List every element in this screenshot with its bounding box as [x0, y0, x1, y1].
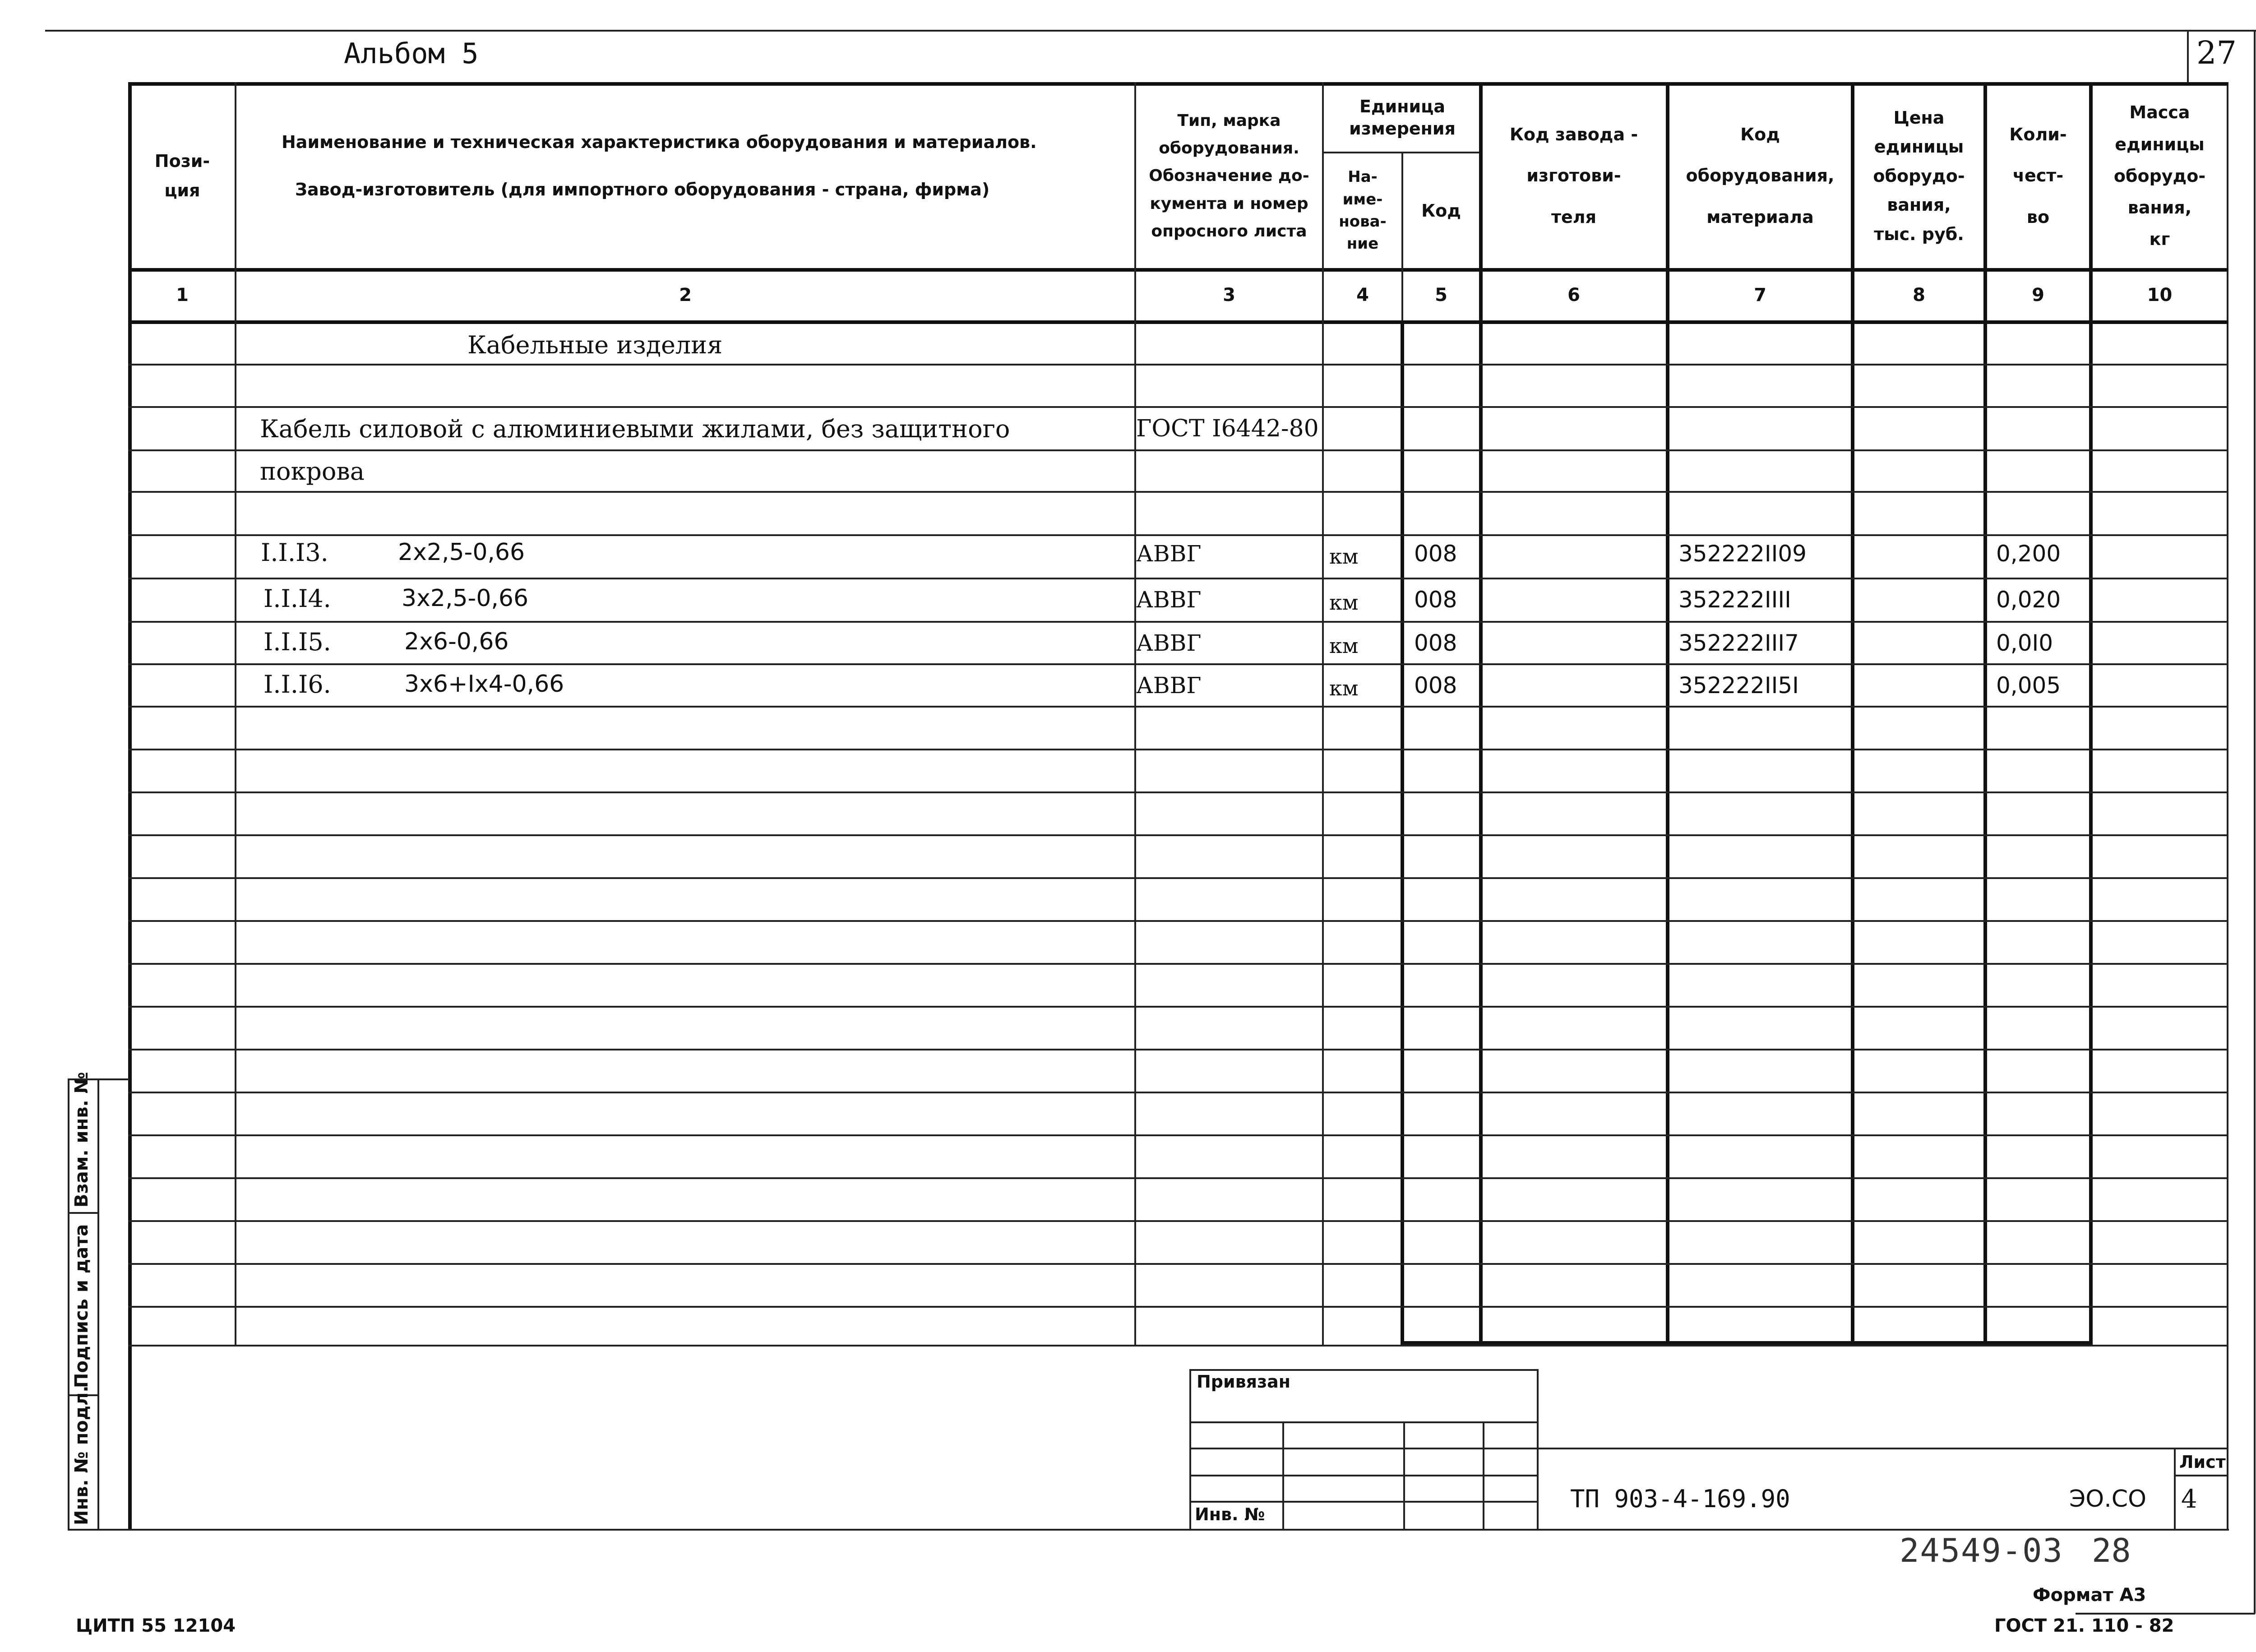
colnum-2: 2: [679, 285, 692, 305]
item-unit-code: 008: [1414, 587, 1457, 613]
footer-gost: ГОСТ 21. 110 - 82: [1994, 1615, 2174, 1636]
tb-top: [1189, 1369, 1539, 1371]
item-unit-code: 008: [1414, 630, 1457, 656]
colnum-4: 4: [1356, 285, 1369, 305]
page-number-box-left: [2187, 30, 2189, 84]
row-line: [128, 1306, 2228, 1308]
item-position: I.I.I3.: [261, 538, 328, 567]
row-line: [128, 1092, 2228, 1093]
sheet-label: Лист: [2179, 1452, 2226, 1472]
item-unit: км: [1329, 676, 1359, 700]
doc-box-top: [1537, 1448, 2228, 1449]
header-factory-code: Код завода - изготови- теля: [1509, 125, 1638, 227]
right-frame-line: [2254, 30, 2256, 1614]
row-line: [128, 749, 2228, 750]
header-unit-code: Код: [1421, 200, 1461, 221]
sheet-box-sep: [2174, 1475, 2228, 1476]
header-type: Тип, марка оборудования. Обозначение до- кумента и номер опросного листа: [1149, 111, 1309, 241]
side-stamp-inv-no: Взам. инв. №: [71, 1072, 92, 1208]
side-stamp-sep1: [68, 1212, 99, 1214]
item-quantity: 0,020: [1996, 587, 2061, 613]
item-code: 352222III7: [1678, 630, 1799, 656]
sheet-number: 4: [2181, 1485, 2197, 1514]
row-line: [128, 663, 2228, 665]
header-mass: Масса единицы оборудо- вания, кг: [2113, 102, 2206, 250]
header-price: Цена единицы оборудо- вания, тыс. руб.: [1873, 107, 1965, 244]
bold-box-left: [1401, 320, 1404, 1346]
item-unit-code: 008: [1414, 541, 1457, 567]
tb-col1: [1282, 1421, 1284, 1530]
row-line: [128, 491, 2228, 493]
item-type: АВВГ: [1136, 541, 1202, 567]
row-line: [128, 406, 2228, 408]
item-size: 2x6-0,66: [404, 628, 509, 655]
item-type: АВВГ: [1136, 587, 1202, 613]
doc-mark: ЭО.СО: [2069, 1485, 2147, 1513]
item-size: 2x2,5-0,66: [398, 539, 525, 566]
cable-description-line2: покрова: [260, 457, 365, 486]
row-line: [128, 834, 2228, 836]
row-line: [128, 1177, 2228, 1179]
col-sep-7: [1851, 82, 1854, 1346]
item-unit: км: [1329, 544, 1359, 569]
item-code: 352222II5I: [1678, 672, 1799, 699]
header-quantity: Коли- чест- во: [2009, 125, 2067, 227]
header-equipment-code: Код оборудования, материала: [1686, 125, 1835, 227]
item-code: 352222IIII: [1678, 587, 1791, 613]
item-size: 3x2,5-0,66: [402, 585, 529, 612]
colnum-1: 1: [176, 285, 189, 305]
footer-format: Формат А3: [2033, 1585, 2146, 1606]
side-stamp-mid: [97, 1078, 99, 1530]
colnum-6: 6: [1567, 285, 1580, 305]
row-line: [128, 1134, 2228, 1136]
table-right-border: [2227, 82, 2228, 1531]
item-position: I.I.I5.: [264, 628, 331, 656]
row-line: [128, 706, 2228, 708]
item-size: 3x6+Ix4-0,66: [404, 671, 564, 698]
tb-row4: [1189, 1501, 1539, 1503]
page-number: 27: [2196, 34, 2237, 71]
doc-code: ТП 903-4-169.90: [1570, 1485, 1790, 1513]
colnum-3: 3: [1223, 285, 1235, 305]
item-type: АВВГ: [1136, 672, 1202, 699]
privyazan-label: Привязан: [1197, 1372, 1291, 1392]
item-quantity: 0,200: [1996, 541, 2061, 567]
tb-left: [1189, 1369, 1191, 1530]
row-line: [128, 963, 2228, 965]
header-name-line1: Наименование и техническая характеристика оборудования и материалов.: [282, 132, 1037, 152]
side-stamp-sign-date: Подпись и дата: [71, 1224, 92, 1388]
cable-description-line1: Кабель силовой с алюминиевыми жилами, без защитного: [260, 415, 1010, 443]
colnum-9: 9: [2032, 285, 2044, 305]
body-bottom-line: [128, 1345, 2228, 1347]
handwritten-page: 28: [2092, 1532, 2131, 1569]
tb-row3: [1189, 1475, 1539, 1476]
header-unit-name: На- име- нова- ние: [1339, 168, 1387, 253]
row-line: [128, 578, 2228, 579]
row-line: [128, 877, 2228, 879]
tb-right: [1537, 1369, 1539, 1530]
row-line: [128, 1049, 2228, 1050]
item-unit: км: [1329, 634, 1359, 658]
item-unit: км: [1329, 590, 1359, 615]
side-stamp-inv-podl: Инв. № подл.: [71, 1385, 92, 1525]
handwritten-number: 24549-03: [1900, 1532, 2063, 1569]
col-sep-6: [1666, 82, 1669, 1346]
col-sep-8: [1983, 82, 1987, 1346]
row-line: [128, 920, 2228, 922]
gost-reference: ГОСТ I6442-80: [1136, 415, 1319, 442]
row-line: [128, 449, 2228, 451]
header-name-line2: Завод-изготовитель (для импортного оборудования - страна, фирма): [295, 179, 990, 199]
colnum-7: 7: [1754, 285, 1766, 305]
side-stamp-left: [68, 1078, 69, 1530]
item-unit-code: 008: [1414, 672, 1457, 699]
top-frame-line: [45, 30, 2256, 32]
row-line: [128, 1263, 2228, 1265]
col-sep-9: [2089, 82, 2093, 1346]
row-line: [128, 621, 2228, 623]
row-line: [128, 534, 2228, 536]
sheet-box-left: [2174, 1448, 2176, 1530]
item-position: I.I.I6.: [264, 670, 331, 699]
footer-left: ЦИТП 55 12104: [76, 1615, 236, 1636]
tb-col3: [1483, 1421, 1484, 1530]
tb-col2: [1403, 1421, 1405, 1530]
colnum-8: 8: [1913, 285, 1925, 305]
item-quantity: 0,0I0: [1996, 630, 2053, 656]
row-line: [128, 1220, 2228, 1222]
item-quantity: 0,005: [1996, 672, 2061, 699]
header-position: Пози- ция: [154, 151, 210, 200]
row-line: [128, 364, 2228, 366]
item-type: АВВГ: [1136, 630, 1202, 656]
colnum-5: 5: [1435, 285, 1447, 305]
album-title: Альбом 5: [344, 37, 479, 70]
colnum-bottom-line: [128, 320, 2228, 324]
tb-row1: [1189, 1421, 1539, 1423]
item-code: 352222II09: [1678, 541, 1807, 567]
bold-box-bottom: [1401, 1341, 2093, 1345]
bottom-frame-line: [2076, 1613, 2255, 1615]
header-unit: Единица измерения: [1349, 96, 1456, 139]
row-line: [128, 791, 2228, 793]
side-stamp-bottom: [68, 1529, 2229, 1531]
colnum-10: 10: [2147, 285, 2173, 305]
section-title: Кабельные изделия: [467, 331, 723, 359]
item-position: I.I.I4.: [264, 584, 331, 613]
tb-inv-no-label: Инв. №: [1195, 1504, 1265, 1524]
row-line: [128, 1006, 2228, 1008]
tb-row2: [1189, 1448, 1539, 1449]
